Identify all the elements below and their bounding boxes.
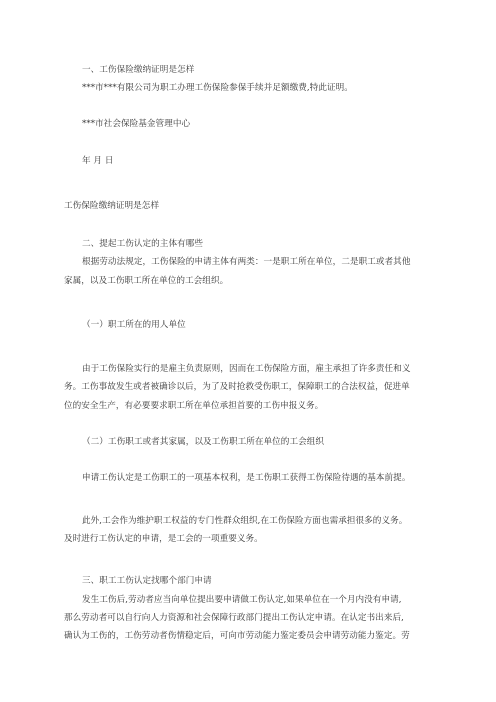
paragraph-text: 发生工伤后,劳动者应当向单位提出要申请做工伤认定,如果单位在一个月内没有申请, — [82, 595, 402, 605]
subheading: （一）职工所在的用人单位 — [82, 320, 186, 330]
standalone-title: 工伤保险缴纳证明是怎样 — [64, 201, 160, 211]
date-line: 年 月 日 — [82, 156, 114, 166]
paragraph-text: 确认为工伤的，工伤劳动者伤情稳定后，可向市劳动能力鉴定委员会申请劳动能力鉴定。劳 — [64, 631, 410, 641]
paragraph-text: 申请工伤认定是工伤职工的一项基本权利，是工伤职工获得工伤保险待遇的基本前提。 — [82, 473, 411, 483]
paragraph-text: 务。工伤事故发生或者被确诊以后，为了及时抢救受伤职工，保障职工的合法权益，促进单 — [64, 382, 410, 392]
section-3-heading: 三、职工工伤认定找哪个部门申请 — [82, 576, 212, 586]
issuing-organization: ***市社会保险基金管理中心 — [82, 119, 191, 129]
subheading: （二）工伤职工或者其家属，以及工伤职工所在单位的工会组织 — [82, 437, 325, 447]
paragraph-text: 此外,工会作为维护职工权益的专门性群众组织,在工伤保险方面也需承担很多的义务。 — [82, 516, 408, 526]
certificate-text: ***市***有限公司为职工办理工伤保险参保手续并足额缴费,特此证明。 — [82, 83, 353, 93]
paragraph-text: 家属，以及工伤职工所在单位的工会组织。 — [64, 276, 229, 286]
paragraph-text: 及时进行工伤认定的申请，是工会的一项重要义务。 — [64, 534, 263, 544]
paragraph-text: 根据劳动法规定，工伤保险的申请主体有两类：一是职工所在单位，二是职工或者其他 — [82, 257, 411, 267]
section-2-heading: 二、提起工伤认定的主体有哪些 — [82, 239, 204, 249]
paragraph-text: 那么劳动者可以自行向人力资源和社会保障行政部门提出工伤认定申请。在认定书出来后, — [64, 613, 404, 623]
paragraph-text: 由于工伤保险实行的是雇主负责原则，因而在工伤保险方面，雇主承担了许多责任和义 — [82, 364, 411, 374]
paragraph-text: 位的安全生产，有必要要求职工所在单位承担首要的工伤申报义务。 — [64, 401, 324, 411]
section-1-heading: 一、工伤保险缴纳证明是怎样 — [82, 65, 195, 75]
